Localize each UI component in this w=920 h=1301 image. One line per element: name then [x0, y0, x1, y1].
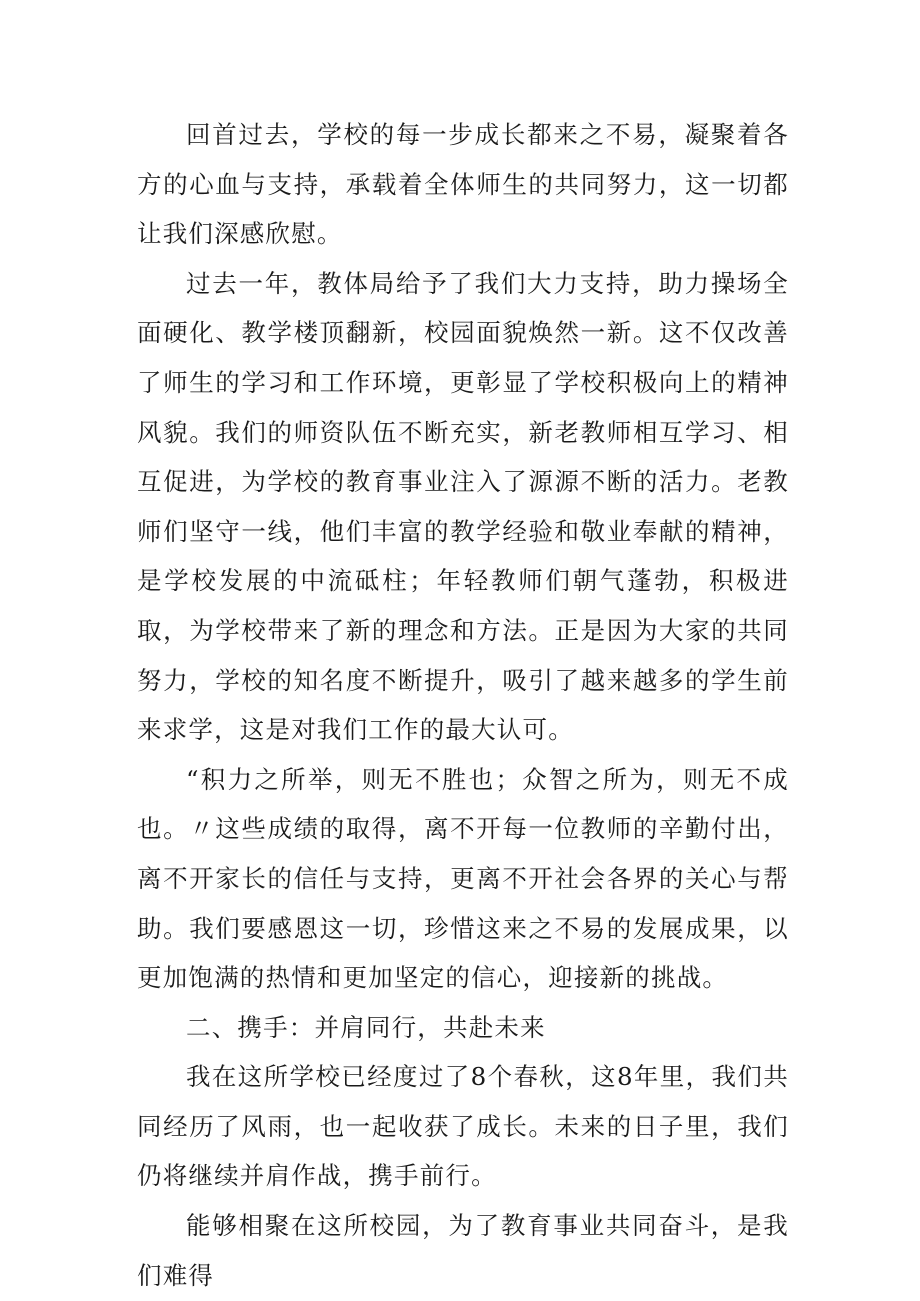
paragraph-gathering: 能够相聚在这所校园，为了教育事业共同奋斗，是我们难得: [137, 1211, 789, 1290]
paragraph-quote: “积力之所举，则无不胜也；众智之所为，则无不成也。〃这些成绩的取得，离不开每一位教师的辛勤付出，离不开家长的信任与支持，更离不开社会各界的关心与帮助。我们要感恩这一切，珍惜这来之不易的发展成果，以更加饱满的热情和更加坚定的信心，迎接新的挑战。: [137, 764, 789, 993]
paragraph-achievements: 过去一年，教体局给予了我们大力支持，助力操场全面硬化、教学楼顶翻新，校园面貌焕然一新。这不仅改善了师生的学习和工作环境，更彰显了学校积极向上的精神风貌。我们的师资队伍不断充实，新老教师相互学习、相互促进，为学校的教育事业注入了源源不断的活力。老教师们坚守一线，他们丰富的教学经验和敬业奉献的精神，是学校发展的中流砥柱；年轻教师们朝气蓬勃，积极进取，为学校带来了新的理念和方法。正是因为大家的共同努力，学校的知名度不断提升，吸引了越来越多的学生前来求学，这是对我们工作的最大认可。: [137, 268, 789, 745]
document-body: [137, 110, 789, 1300]
paragraph-reflection: 回首过去，学校的每一步成长都来之不易，凝聚着各方的心血与支持，承载着全体师生的共同努力，这一切都让我们深感欣慰。: [137, 120, 789, 249]
section-heading: 二、携手：并肩同行，共赴未来: [186, 1012, 546, 1042]
paragraph-eight-years: 我在这所学校已经度过了8个春秋，这8年里，我们共同经历了风雨，也一起收获了成长。未来的日子里，我们仍将继续并肩作战，携手前行。: [137, 1062, 789, 1191]
